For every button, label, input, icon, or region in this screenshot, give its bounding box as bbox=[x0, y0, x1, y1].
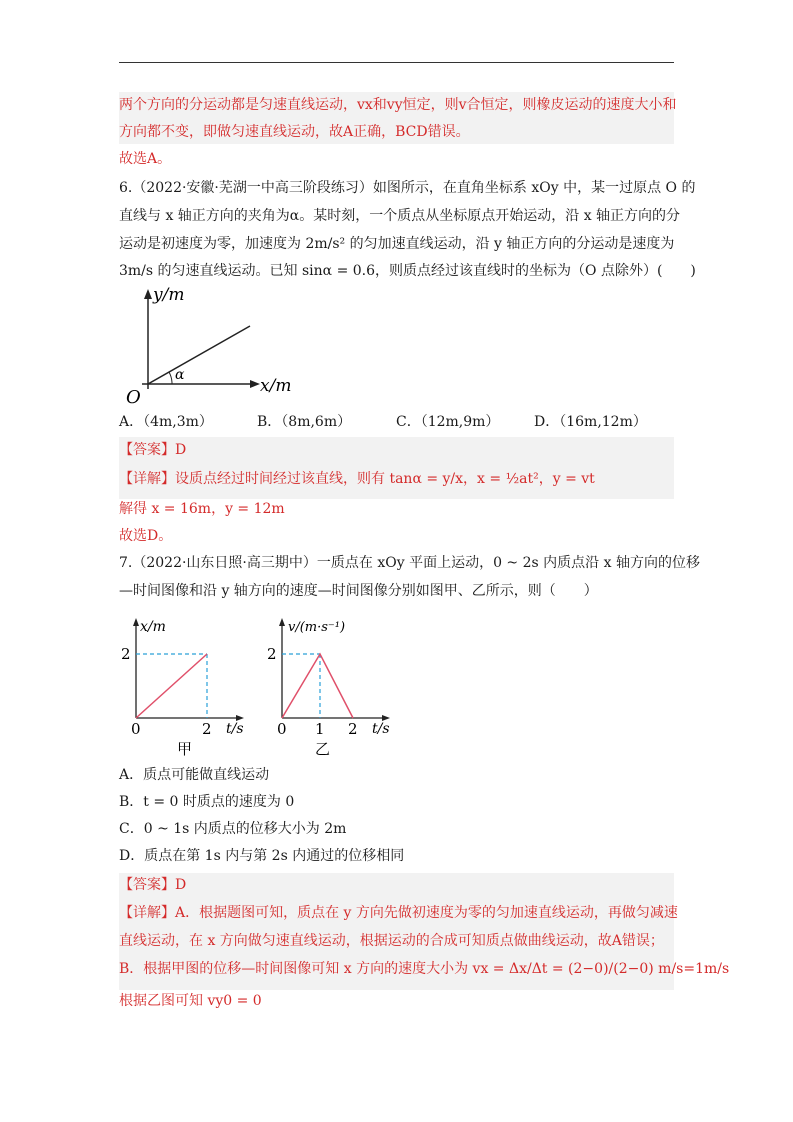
q6-option-a: A．（4m,3m） bbox=[119, 414, 213, 430]
q7b-caption: 乙 bbox=[315, 740, 331, 758]
q7-detail-line2: 直线运动，在 x 方向做匀速直线运动，根据运动的合成可知质点做曲线运动，故A错误； bbox=[119, 933, 664, 949]
q6-stem-line2: 直线与 x 轴正方向的夹角为α。某时刻，一个质点从坐标原点开始运动，沿 x 轴正方向的分 bbox=[119, 208, 681, 224]
q6-option-b: B．（8m,6m） bbox=[257, 414, 352, 430]
q6-answer: 【答案】D bbox=[119, 442, 187, 458]
q7a-x-tick-0: 0 bbox=[131, 720, 141, 738]
q7-answer: 【答案】D bbox=[119, 877, 187, 893]
q7a-x-tick-2: 2 bbox=[202, 720, 212, 738]
q6-line bbox=[148, 326, 250, 384]
q6-option-c: C．（12m,9m） bbox=[396, 414, 500, 430]
q7b-graph-line bbox=[282, 654, 353, 718]
q6-x-label: x/m bbox=[260, 376, 292, 396]
q6-origin-label: O bbox=[126, 387, 141, 407]
prev-explanation-line1: 两个方向的分运动都是匀速直线运动，vx和vy恒定，则v合恒定，则橡皮运动的速度大小和 bbox=[119, 97, 677, 113]
q7b-x-tick-1: 1 bbox=[315, 720, 325, 738]
q7-figure-a bbox=[118, 612, 250, 760]
q7b-y-label: v/(m·s⁻¹) bbox=[288, 620, 346, 635]
q7a-caption: 甲 bbox=[177, 740, 193, 758]
q7a-graph-line bbox=[136, 654, 207, 718]
q6-angle-arc bbox=[169, 372, 172, 384]
prev-conclusion: 故选A。 bbox=[119, 151, 172, 167]
q7a-y-tick: 2 bbox=[121, 645, 131, 663]
prev-explanation-line2: 方向都不变，即做匀速直线运动，故A正确，BCD错误。 bbox=[119, 124, 470, 140]
q7-option-a: A．质点可能做直线运动 bbox=[119, 767, 270, 783]
q7-stem-line1: 7.（2022·山东日照·高三期中）一质点在 xOy 平面上运动，0 ~ 2s 内质点沿 x 轴方向的位移 bbox=[119, 555, 700, 571]
q6-y-arrow bbox=[144, 289, 152, 299]
q6-x-arrow bbox=[250, 380, 260, 388]
q6-solve: 解得 x = 16m，y = 12m bbox=[119, 501, 285, 517]
q7-figure-b bbox=[264, 612, 400, 760]
q7-detail-line3: B．根据甲图的位移—时间图像可知 x 方向的速度大小为 vx = Δx/Δt = (2−0)/(2−0) m/s=1m/s bbox=[119, 961, 730, 977]
q7-detail-line4: 根据乙图可知 vy0 = 0 bbox=[119, 993, 262, 1009]
q7-stem-line2: —时间图像和沿 y 轴方向的速度—时间图像分别如图甲、乙所示，则（ ） bbox=[119, 583, 598, 599]
q7b-x-tick-0: 0 bbox=[277, 720, 287, 738]
q6-figure bbox=[120, 285, 300, 407]
q7b-x-label: t/s bbox=[372, 721, 390, 737]
q7b-x-tick-2: 2 bbox=[348, 720, 358, 738]
q6-option-d: D．（16m,12m） bbox=[534, 414, 647, 430]
q6-angle-label: α bbox=[175, 367, 185, 383]
q7a-x-label: t/s bbox=[226, 721, 244, 737]
q6-stem-line1: 6.（2022·安徽·芜湖一中高三阶段练习）如图所示，在直角坐标系 xOy 中，某一过原点 O 的 bbox=[119, 180, 696, 196]
q7-detail-line1: 【详解】A．根据题图可知，质点在 y 方向先做初速度为零的匀加速直线运动，再做匀减速 bbox=[119, 905, 678, 921]
q7-option-d: D．质点在第 1s 内与第 2s 内通过的位移相同 bbox=[119, 848, 405, 864]
q6-stem-line3: 运动是初速度为零，加速度为 2m/s² 的匀加速直线运动，沿 y 轴正方向的分运动是速度为 bbox=[119, 236, 675, 252]
q7a-y-arrow bbox=[133, 618, 139, 626]
q7b-y-arrow bbox=[279, 618, 285, 626]
q6-y-label: y/m bbox=[153, 285, 185, 305]
q6-detail: 【详解】设质点经过时间经过该直线，则有 tanα = y/x，x = ½at²，y = vt bbox=[119, 471, 595, 487]
q7b-y-tick: 2 bbox=[267, 645, 277, 663]
q7-option-c: C．0 ~ 1s 内质点的位移大小为 2m bbox=[119, 821, 347, 837]
q7a-y-label: x/m bbox=[140, 619, 166, 635]
q7-option-b: B．t = 0 时质点的速度为 0 bbox=[119, 794, 295, 810]
q6-stem-line4: 3m/s 的匀速直线运动。已知 sinα = 0.6，则质点经过该直线时的坐标为（O 点除外）( ) bbox=[119, 263, 696, 279]
header-rule bbox=[119, 62, 674, 63]
q6-conclusion: 故选D。 bbox=[119, 528, 173, 544]
